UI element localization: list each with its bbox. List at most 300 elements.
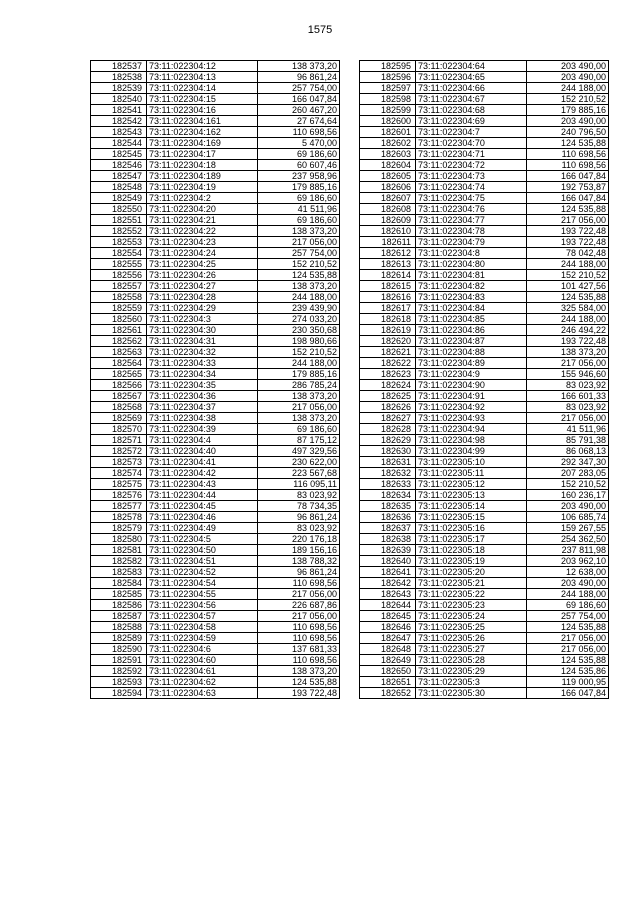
row-number-cell: 182615: [360, 281, 416, 292]
table-row: [91, 611, 340, 622]
row-number-cell: 182638: [360, 534, 416, 545]
value-cell: 152 210,52: [527, 94, 609, 105]
table-row: [360, 600, 609, 611]
cadastral-number-cell: 73:11:022304:52: [147, 567, 258, 578]
table-row: [91, 336, 340, 347]
row-number-cell: 182575: [91, 479, 147, 490]
row-number-cell: 182649: [360, 655, 416, 666]
table-row: [360, 556, 609, 567]
cadastral-number-cell: 73:11:022304:76: [416, 204, 527, 215]
row-number-cell: 182612: [360, 248, 416, 259]
value-cell: 124 535,88: [527, 655, 609, 666]
value-cell: 138 373,20: [527, 347, 609, 358]
row-number-cell: 182613: [360, 259, 416, 270]
value-cell: 87 175,12: [258, 435, 340, 446]
row-number-cell: 182583: [91, 567, 147, 578]
value-cell: 124 535,88: [527, 204, 609, 215]
table-row: [91, 380, 340, 391]
value-cell: 27 674,64: [258, 116, 340, 127]
table-row: [91, 446, 340, 457]
row-number-cell: 182609: [360, 215, 416, 226]
cadastral-number-cell: 73:11:022304:50: [147, 545, 258, 556]
value-cell: 106 685,74: [527, 512, 609, 523]
table-row: [360, 127, 609, 138]
row-number-cell: 182646: [360, 622, 416, 633]
value-cell: 193 722,48: [527, 336, 609, 347]
row-number-cell: 182629: [360, 435, 416, 446]
value-cell: 244 188,00: [527, 589, 609, 600]
row-number-cell: 182593: [91, 677, 147, 688]
table-row: [91, 204, 340, 215]
row-number-cell: 182549: [91, 193, 147, 204]
value-cell: 110 698,56: [258, 633, 340, 644]
cadastral-number-cell: 73:11:022304:93: [416, 413, 527, 424]
table-row: [91, 512, 340, 523]
cadastral-number-cell: 73:11:022304:25: [147, 259, 258, 270]
cadastral-number-cell: 73:11:022305:13: [416, 490, 527, 501]
cadastral-number-cell: 73:11:022304:4: [147, 435, 258, 446]
cadastral-number-cell: 73:11:022304:94: [416, 424, 527, 435]
cadastral-number-cell: 73:11:022304:169: [147, 138, 258, 149]
value-cell: 96 861,24: [258, 512, 340, 523]
cadastral-number-cell: 73:11:022305:3: [416, 677, 527, 688]
row-number-cell: 182573: [91, 457, 147, 468]
value-cell: 124 535,88: [527, 292, 609, 303]
row-number-cell: 182614: [360, 270, 416, 281]
table-row: [91, 644, 340, 655]
value-cell: 101 427,56: [527, 281, 609, 292]
cadastral-number-cell: 73:11:022304:51: [147, 556, 258, 567]
table-row: [91, 457, 340, 468]
table-row: [360, 270, 609, 281]
cadastral-number-cell: 73:11:022304:87: [416, 336, 527, 347]
table-row: [91, 369, 340, 380]
table-row: [360, 116, 609, 127]
cadastral-number-cell: 73:11:022305:18: [416, 545, 527, 556]
cadastral-number-cell: 73:11:022304:49: [147, 523, 258, 534]
row-number-cell: 182622: [360, 358, 416, 369]
row-number-cell: 182589: [91, 633, 147, 644]
cadastral-number-cell: 73:11:022304:12: [147, 61, 258, 72]
cadastral-number-cell: 73:11:022304:91: [416, 391, 527, 402]
value-cell: 86 068,13: [527, 446, 609, 457]
table-row: [91, 215, 340, 226]
row-number-cell: 182595: [360, 61, 416, 72]
table-row: [360, 248, 609, 259]
row-number-cell: 182565: [91, 369, 147, 380]
table-row: [360, 666, 609, 677]
cadastral-number-cell: 73:11:022304:42: [147, 468, 258, 479]
value-cell: 60 607,46: [258, 160, 340, 171]
table-row: [360, 193, 609, 204]
value-cell: 260 467,20: [258, 105, 340, 116]
value-cell: 124 535,88: [527, 622, 609, 633]
value-cell: 69 186,60: [258, 215, 340, 226]
value-cell: 286 785,24: [258, 380, 340, 391]
value-cell: 217 056,00: [527, 633, 609, 644]
table-row: [360, 512, 609, 523]
value-cell: 69 186,60: [258, 424, 340, 435]
cadastral-number-cell: 73:11:022304:36: [147, 391, 258, 402]
row-number-cell: 182587: [91, 611, 147, 622]
row-number-cell: 182632: [360, 468, 416, 479]
cadastral-number-cell: 73:11:022305:22: [416, 589, 527, 600]
value-cell: 254 362,50: [527, 534, 609, 545]
row-number-cell: 182641: [360, 567, 416, 578]
table-row: [91, 292, 340, 303]
value-cell: 257 754,00: [258, 248, 340, 259]
table-row: [91, 94, 340, 105]
row-number-cell: 182625: [360, 391, 416, 402]
value-cell: 192 753,87: [527, 182, 609, 193]
value-cell: 237 811,98: [527, 545, 609, 556]
cadastral-number-cell: 73:11:022304:69: [416, 116, 527, 127]
cadastral-number-cell: 73:11:022305:26: [416, 633, 527, 644]
cadastral-number-cell: 73:11:022304:75: [416, 193, 527, 204]
table-row: [360, 688, 609, 699]
table-row: [91, 413, 340, 424]
value-cell: 152 210,52: [258, 259, 340, 270]
table-row: [91, 193, 340, 204]
cadastral-number-cell: 73:11:022305:28: [416, 655, 527, 666]
table-row: [360, 171, 609, 182]
table-row: [360, 534, 609, 545]
cadastral-number-cell: 73:11:022304:62: [147, 677, 258, 688]
row-number-cell: 182563: [91, 347, 147, 358]
cadastral-number-cell: 73:11:022304:23: [147, 237, 258, 248]
cadastral-number-cell: 73:11:022305:25: [416, 622, 527, 633]
row-number-cell: 182636: [360, 512, 416, 523]
value-cell: 41 511,96: [258, 204, 340, 215]
table-row: [91, 226, 340, 237]
table-row: [91, 435, 340, 446]
table-row: [91, 589, 340, 600]
cadastral-number-cell: 73:11:022304:35: [147, 380, 258, 391]
cadastral-number-cell: 73:11:022304:55: [147, 589, 258, 600]
cadastral-number-cell: 73:11:022304:26: [147, 270, 258, 281]
value-cell: 207 283,05: [527, 468, 609, 479]
table-row: [360, 523, 609, 534]
value-cell: 96 861,24: [258, 567, 340, 578]
table-row: [91, 402, 340, 413]
cadastral-number-cell: 73:11:022305:15: [416, 512, 527, 523]
value-cell: 116 095,11: [258, 479, 340, 490]
cadastral-number-cell: 73:11:022305:12: [416, 479, 527, 490]
row-number-cell: 182644: [360, 600, 416, 611]
cadastral-number-cell: 73:11:022305:23: [416, 600, 527, 611]
cadastral-number-cell: 73:11:022304:16: [147, 105, 258, 116]
cadastral-number-cell: 73:11:022304:7: [416, 127, 527, 138]
table-row: [91, 347, 340, 358]
table-row: [360, 204, 609, 215]
value-cell: 138 373,20: [258, 666, 340, 677]
cadastral-number-cell: 73:11:022305:16: [416, 523, 527, 534]
row-number-cell: 182581: [91, 545, 147, 556]
table-row: [360, 303, 609, 314]
value-cell: 160 236,17: [527, 490, 609, 501]
value-cell: 119 000,95: [527, 677, 609, 688]
row-number-cell: 182562: [91, 336, 147, 347]
row-number-cell: 182546: [91, 160, 147, 171]
value-cell: 237 958,96: [258, 171, 340, 182]
cadastral-number-cell: 73:11:022304:82: [416, 281, 527, 292]
row-number-cell: 182540: [91, 94, 147, 105]
row-number-cell: 182648: [360, 644, 416, 655]
cadastral-number-cell: 73:11:022304:54: [147, 578, 258, 589]
value-cell: 230 350,68: [258, 325, 340, 336]
row-number-cell: 182555: [91, 259, 147, 270]
row-number-cell: 182578: [91, 512, 147, 523]
row-number-cell: 182567: [91, 391, 147, 402]
cadastral-number-cell: 73:11:022304:72: [416, 160, 527, 171]
row-number-cell: 182647: [360, 633, 416, 644]
row-number-cell: 182594: [91, 688, 147, 699]
value-cell: 138 373,20: [258, 61, 340, 72]
table-row: [91, 171, 340, 182]
row-number-cell: 182585: [91, 589, 147, 600]
value-cell: 244 188,00: [527, 314, 609, 325]
table-row: [91, 83, 340, 94]
row-number-cell: 182606: [360, 182, 416, 193]
table-row: [360, 369, 609, 380]
value-cell: 166 047,84: [527, 171, 609, 182]
row-number-cell: 182541: [91, 105, 147, 116]
cadastral-number-cell: 73:11:022304:20: [147, 204, 258, 215]
row-number-cell: 182627: [360, 413, 416, 424]
table-row: [360, 490, 609, 501]
table-row: [360, 589, 609, 600]
cadastral-number-cell: 73:11:022304:8: [416, 248, 527, 259]
cadastral-number-cell: 73:11:022304:19: [147, 182, 258, 193]
row-number-cell: 182592: [91, 666, 147, 677]
row-number-cell: 182537: [91, 61, 147, 72]
value-cell: 124 535,88: [527, 138, 609, 149]
value-cell: 138 373,20: [258, 413, 340, 424]
cadastral-number-cell: 73:11:022304:17: [147, 149, 258, 160]
row-number-cell: 182624: [360, 380, 416, 391]
cadastral-number-cell: 73:11:022304:83: [416, 292, 527, 303]
cadastral-number-cell: 73:11:022305:17: [416, 534, 527, 545]
row-number-cell: 182597: [360, 83, 416, 94]
row-number-cell: 182580: [91, 534, 147, 545]
cadastral-number-cell: 73:11:022305:10: [416, 457, 527, 468]
row-number-cell: 182539: [91, 83, 147, 94]
table-row: [91, 688, 340, 699]
value-cell: 257 754,00: [258, 83, 340, 94]
row-number-cell: 182621: [360, 347, 416, 358]
cadastral-number-cell: 73:11:022304:90: [416, 380, 527, 391]
table-row: [91, 633, 340, 644]
value-cell: 203 490,00: [527, 501, 609, 512]
value-cell: 203 962,10: [527, 556, 609, 567]
row-number-cell: 182610: [360, 226, 416, 237]
row-number-cell: 182557: [91, 281, 147, 292]
cadastral-number-cell: 73:11:022304:61: [147, 666, 258, 677]
cadastral-number-cell: 73:11:022304:21: [147, 215, 258, 226]
table-row: [91, 116, 340, 127]
cadastral-number-cell: 73:11:022304:68: [416, 105, 527, 116]
value-cell: 152 210,52: [258, 347, 340, 358]
value-cell: 217 056,00: [258, 611, 340, 622]
value-cell: 240 796,50: [527, 127, 609, 138]
table-row: [91, 545, 340, 556]
cadastral-number-cell: 73:11:022304:84: [416, 303, 527, 314]
row-number-cell: 182652: [360, 688, 416, 699]
table-row: [91, 248, 340, 259]
value-cell: 78 734,35: [258, 501, 340, 512]
table-row: [91, 479, 340, 490]
value-cell: 110 698,56: [258, 127, 340, 138]
table-row: [360, 182, 609, 193]
value-cell: 83 023,92: [527, 402, 609, 413]
table-row: [360, 259, 609, 270]
row-number-cell: 182558: [91, 292, 147, 303]
table-row: [91, 314, 340, 325]
cadastral-number-cell: 73:11:022304:73: [416, 171, 527, 182]
row-number-cell: 182620: [360, 336, 416, 347]
table-row: [360, 215, 609, 226]
table-row: [360, 72, 609, 83]
table-row: [360, 83, 609, 94]
row-number-cell: 182574: [91, 468, 147, 479]
cadastral-number-cell: 73:11:022304:29: [147, 303, 258, 314]
table-row: [91, 666, 340, 677]
value-cell: 12 638,00: [527, 567, 609, 578]
table-row: [91, 523, 340, 534]
page-number: 1575: [307, 24, 333, 36]
table-row: [360, 611, 609, 622]
table-row: [360, 677, 609, 688]
row-number-cell: 182572: [91, 446, 147, 457]
table-row: [91, 182, 340, 193]
cadastral-number-cell: 73:11:022304:78: [416, 226, 527, 237]
table-row: [360, 149, 609, 160]
cadastral-number-cell: 73:11:022304:41: [147, 457, 258, 468]
value-cell: 138 788,32: [258, 556, 340, 567]
table-row: [360, 424, 609, 435]
value-cell: 83 023,92: [258, 523, 340, 534]
cadastral-number-cell: 73:11:022304:22: [147, 226, 258, 237]
cadastral-number-cell: 73:11:022304:24: [147, 248, 258, 259]
cadastral-number-cell: 73:11:022305:30: [416, 688, 527, 699]
value-cell: 244 188,00: [527, 83, 609, 94]
registry-table-left: [90, 60, 340, 699]
row-number-cell: 182552: [91, 226, 147, 237]
row-number-cell: 182599: [360, 105, 416, 116]
cadastral-number-cell: 73:11:022305:20: [416, 567, 527, 578]
row-number-cell: 182643: [360, 589, 416, 600]
value-cell: 110 698,56: [527, 160, 609, 171]
table-row: [360, 501, 609, 512]
cadastral-number-cell: 73:11:022304:81: [416, 270, 527, 281]
value-cell: 217 056,00: [258, 402, 340, 413]
row-number-cell: 182569: [91, 413, 147, 424]
cadastral-number-cell: 73:11:022304:46: [147, 512, 258, 523]
row-number-cell: 182550: [91, 204, 147, 215]
cadastral-number-cell: 73:11:022304:189: [147, 171, 258, 182]
row-number-cell: 182623: [360, 369, 416, 380]
value-cell: 230 622,00: [258, 457, 340, 468]
table-row: [91, 127, 340, 138]
value-cell: 217 056,00: [258, 589, 340, 600]
table-row: [360, 446, 609, 457]
registry-table-right-body: [360, 61, 609, 699]
value-cell: 244 188,00: [258, 358, 340, 369]
table-row: [91, 237, 340, 248]
table-row: [91, 622, 340, 633]
row-number-cell: 182607: [360, 193, 416, 204]
table-row: [91, 490, 340, 501]
row-number-cell: 182570: [91, 424, 147, 435]
table-row: [360, 105, 609, 116]
cadastral-number-cell: 73:11:022304:77: [416, 215, 527, 226]
cadastral-number-cell: 73:11:022304:31: [147, 336, 258, 347]
table-row: [91, 501, 340, 512]
table-row: [360, 413, 609, 424]
table-row: [91, 677, 340, 688]
table-row: [91, 567, 340, 578]
cadastral-number-cell: 73:11:022304:63: [147, 688, 258, 699]
table-row: [360, 567, 609, 578]
row-number-cell: 182639: [360, 545, 416, 556]
value-cell: 203 490,00: [527, 61, 609, 72]
cadastral-number-cell: 73:11:022304:15: [147, 94, 258, 105]
table-row: [360, 336, 609, 347]
table-row: [91, 259, 340, 270]
row-number-cell: 182538: [91, 72, 147, 83]
value-cell: 203 490,00: [527, 72, 609, 83]
cadastral-number-cell: 73:11:022304:89: [416, 358, 527, 369]
table-row: [360, 160, 609, 171]
table-row: [91, 600, 340, 611]
value-cell: 198 980,66: [258, 336, 340, 347]
row-number-cell: 182603: [360, 149, 416, 160]
table-row: [91, 325, 340, 336]
cadastral-number-cell: 73:11:022304:5: [147, 534, 258, 545]
value-cell: 166 047,84: [527, 688, 609, 699]
table-row: [360, 578, 609, 589]
row-number-cell: 182602: [360, 138, 416, 149]
table-row: [91, 149, 340, 160]
table-row: [360, 226, 609, 237]
value-cell: 138 373,20: [258, 226, 340, 237]
cadastral-number-cell: 73:11:022304:92: [416, 402, 527, 413]
value-cell: 152 210,52: [527, 270, 609, 281]
value-cell: 193 722,48: [527, 226, 609, 237]
cadastral-number-cell: 73:11:022304:66: [416, 83, 527, 94]
row-number-cell: 182596: [360, 72, 416, 83]
table-row: [360, 457, 609, 468]
cadastral-number-cell: 73:11:022304:38: [147, 413, 258, 424]
row-number-cell: 182630: [360, 446, 416, 457]
row-number-cell: 182618: [360, 314, 416, 325]
table-row: [91, 655, 340, 666]
value-cell: 179 885,16: [258, 182, 340, 193]
cadastral-number-cell: 73:11:022304:37: [147, 402, 258, 413]
value-cell: 83 023,92: [527, 380, 609, 391]
cadastral-number-cell: 73:11:022304:80: [416, 259, 527, 270]
table-row: [360, 380, 609, 391]
table-row: [360, 402, 609, 413]
row-number-cell: 182584: [91, 578, 147, 589]
value-cell: 85 791,38: [527, 435, 609, 446]
value-cell: 155 946,60: [527, 369, 609, 380]
cadastral-number-cell: 73:11:022304:67: [416, 94, 527, 105]
cadastral-number-cell: 73:11:022304:39: [147, 424, 258, 435]
value-cell: 193 722,48: [258, 688, 340, 699]
table-row: [91, 391, 340, 402]
row-number-cell: 182548: [91, 182, 147, 193]
